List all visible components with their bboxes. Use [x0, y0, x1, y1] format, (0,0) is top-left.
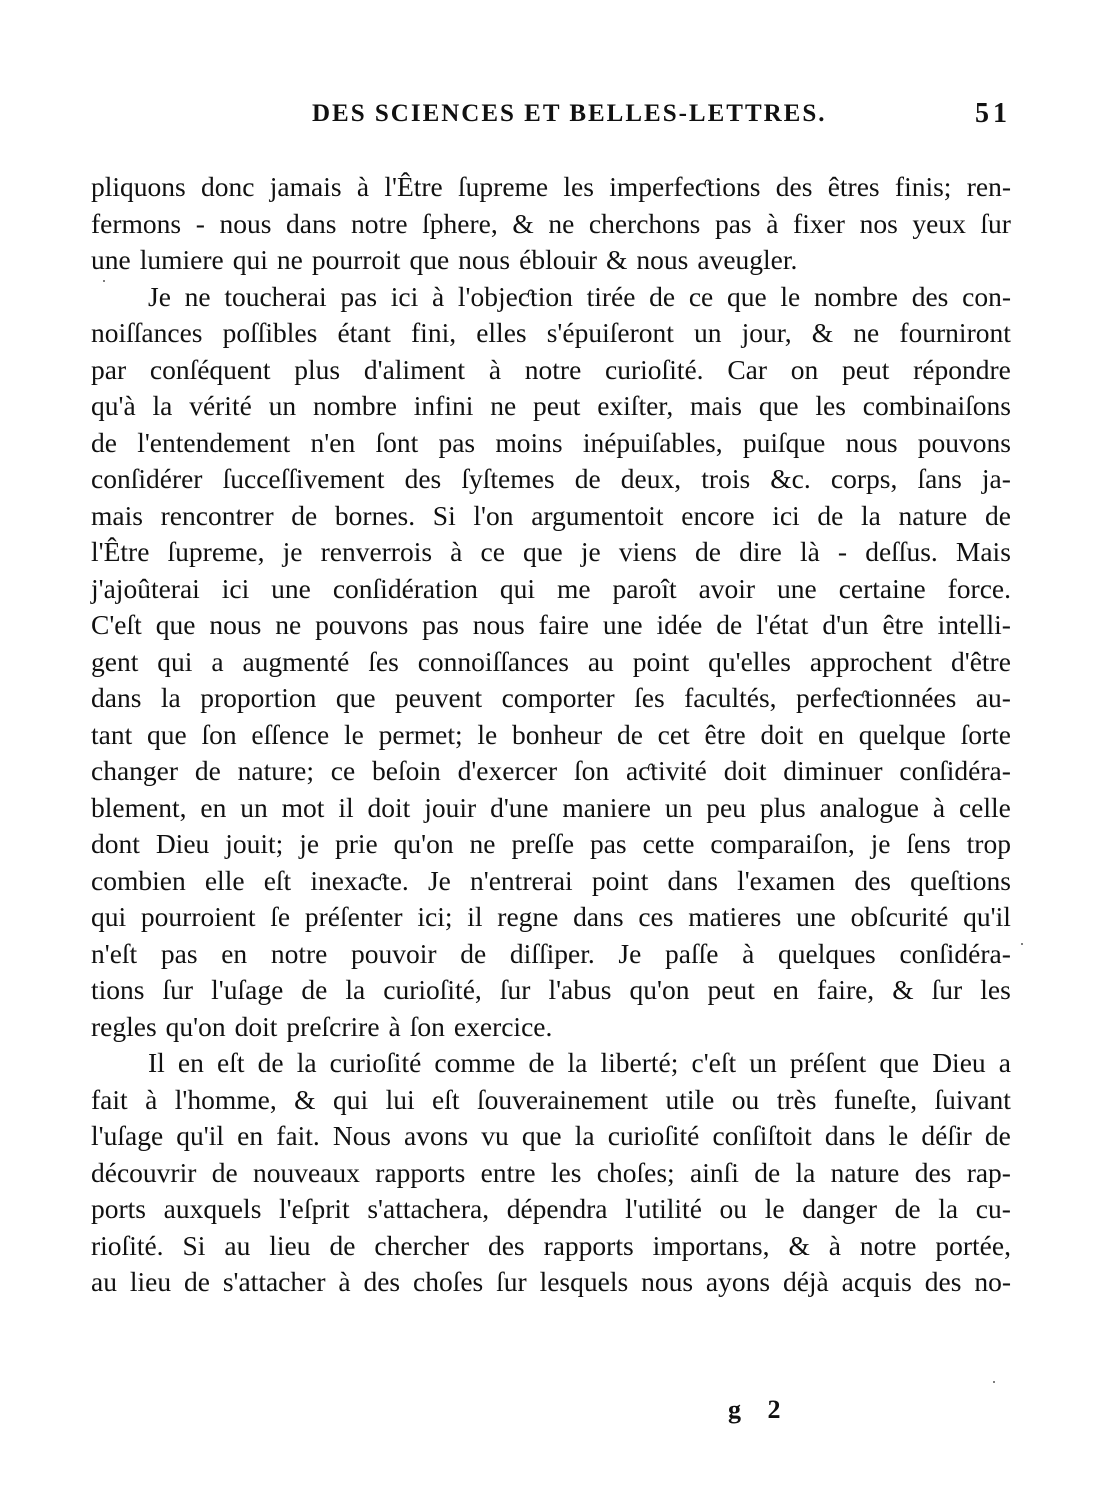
text-line: Je ne toucherai pas ici à l'objeƈtion tirée de ce que le nombre des con- [148, 280, 1011, 312]
text-line: blement, en un mot il doit jouir d'une maniere un peu plus analogue à celle [91, 791, 1011, 823]
text-line: au lieu de s'attacher à des choſes ſur lesquels nous ayons déjà acquis des no- [91, 1266, 1011, 1297]
running-title [312, 100, 827, 128]
text-line: une lumiere qui ne pourroit que nous éblouir & nous aveugler. [91, 244, 798, 275]
running-title-text: DES SCIENCES ET BELLES-LETTRES. [312, 100, 827, 127]
print-speck [103, 280, 105, 282]
text-line: changer de nature; ce beſoin d'exercer ſon aƈtivité doit diminuer conſidéra- [91, 755, 1011, 786]
text-line: n'eſt pas en notre pouvoir de diſſiper. Je paſſe à quelques conſidéra- [91, 937, 1011, 969]
text-line: gent qui a augmenté ſes connoiſſances au point qu'elles approchent d'être [91, 645, 1011, 677]
text-line: j'ajoûterai ici une conſidération qui me paroît avoir une certaine force. [91, 572, 1011, 604]
print-speck [993, 1381, 995, 1383]
text-line: qu'à la vérité un nombre infini ne peut exiſter, mais que les combinaiſons [91, 390, 1011, 421]
text-line: dans la proportion que peuvent comporter ſes facultés, perfeƈtionnées au- [91, 682, 1011, 713]
text-line: ports auxquels l'eſprit s'attachera, dépendra l'utilité ou le danger de la cu- [91, 1193, 1011, 1224]
page-number: 51 [975, 98, 1011, 129]
text-line: Il en eſt de la curioſité comme de la liberté; c'eſt un préſent que Dieu a [148, 1047, 1011, 1078]
text-line: de l'entendement n'en ſont pas moins inépuiſables, puiſque nous pouvons [91, 426, 1011, 458]
text-line: l'Être ſupreme, je renverrois à ce que je viens de dire là - deſſus. Mais [91, 536, 1011, 567]
text-line: tant que ſon eſſence le permet; le bonheur de cet être doit en quelque ſorte [91, 718, 1011, 750]
text-line: C'eſt que nous ne pouvons pas nous faire une idée de l'état d'un être intelli- [91, 609, 1011, 640]
signature-mark: g 2 [728, 1395, 791, 1424]
text-line: dont Dieu jouit; je prie qu'on ne preſſe pas cette comparaiſon, je ſens trop [91, 828, 1011, 859]
text-line: qui pourroient ſe préſenter ici; il regne dans ces matieres une obſcurité qu'il [91, 901, 1011, 932]
paragraph [91, 1045, 1011, 1301]
text-line: tions ſur l'uſage de la curioſité, ſur l'abus qu'on peut en faire, & ſur les [91, 974, 1011, 1005]
print-speck [1021, 943, 1023, 945]
text-line: conſidérer ſucceſſivement des ſyſtemes de deux, trois &c. corps, ſans ja- [91, 463, 1011, 494]
text-line: l'uſage qu'il en fait. Nous avons vu que la curioſité conſiſtoit dans le déſir de [91, 1120, 1011, 1151]
text-line: pliquons donc jamais à l'Être ſupreme les imperfeƈtions des êtres finis; ren- [91, 171, 1011, 202]
text-line: par conſéquent plus d'aliment à notre curioſité. Car on peut répondre [91, 353, 1011, 385]
text-line: regles qu'on doit preſcrire à ſon exercice. [91, 1010, 553, 1042]
text-line: fait à l'homme, & qui lui eſt ſouverainement utile ou très funeſte, ſuivant [91, 1083, 1011, 1115]
body-text [91, 169, 1011, 1301]
paragraph [91, 169, 1011, 279]
text-line: combien elle eſt inexaƈte. Je n'entrerai point dans l'examen des queſtions [91, 864, 1011, 896]
text-line: découvrir de nouveaux rapports entre les choſes; ainſi de la nature des rap- [91, 1156, 1011, 1188]
text-line: mais rencontrer de bornes. Si l'on argumentoit encore ici de la nature de [91, 499, 1011, 531]
text-line: rioſité. Si au lieu de chercher des rapports importans, & à notre portée, [91, 1229, 1011, 1261]
text-line: fermons - nous dans notre ſphere, & ne cherchons pas à fixer nos yeux ſur [91, 207, 1011, 239]
paragraph [91, 279, 1011, 1046]
text-line: noiſſances poſſibles étant fini, elles s'épuiſeront un jour, & ne fourniront [91, 317, 1011, 348]
